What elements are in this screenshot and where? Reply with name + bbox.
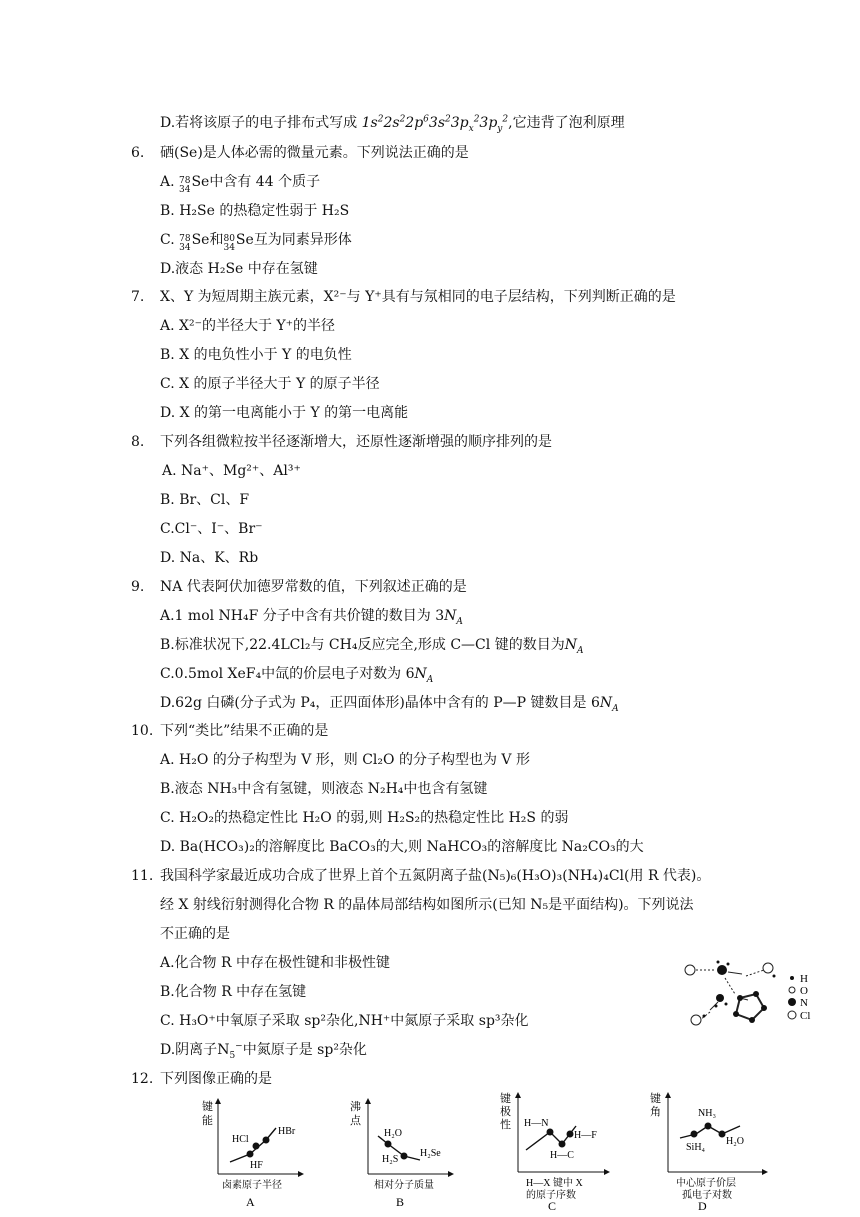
svg-text:能: 能 [202,1115,213,1127]
q7-stem: X、Y 为短周期主族元素，X²⁻与 Y⁺具有与氖相同的电子层结构，下列判断正确的是 [160,289,676,305]
svg-text:点: 点 [350,1115,361,1127]
svg-text:卤素原子半径: 卤素原子半径 [222,1180,282,1191]
q6-option-b: B. H₂Se 的热稳定性弱于 H₂S [160,203,350,219]
q7-option-a: A. X²⁻的半径大于 Y⁺的半径 [160,318,336,334]
se78-nuclide: 78 34 [179,176,191,195]
svg-text:H—C: H—C [550,1150,574,1161]
svg-text:相对分子质量: 相对分子质量 [374,1180,434,1191]
graph-b [346,1094,456,1212]
q8-option-c: C.Cl⁻、I⁻、Br⁻ [160,521,263,537]
svg-text:H₂S: H₂S [382,1154,399,1165]
svg-text:极: 极 [500,1106,511,1118]
legend-h: H [800,973,808,985]
svg-text:D: D [698,1199,707,1212]
q9-option-d: D.62g 白磷(分子式为 P₄，正四面体形)晶体中含有的 P—P 键数目是 $6N_A$ [160,695,619,714]
svg-text:HF: HF [250,1160,263,1171]
q8-option-a: A. Na⁺、Mg²⁺、Al³⁺ [162,463,301,479]
q8-option-b: B. Br、Cl、F [160,492,250,508]
q10-option-d: D. Ba(HCO₃)₂的溶解度比 BaCO₃的大,则 NaHCO₃的溶解度比 Na₂CO₃的大 [160,839,644,855]
q10-option-c: C. H₂O₂的热稳定性比 H₂O 的弱,则 H₂S₂的热稳定性比 H₂S 的弱 [160,810,569,826]
q11-stem-line2: 经 X 射线衍射测得化合物 R 的晶体局部结构如图所示(已知 N₅是平面结构)。下列说法 [160,897,694,913]
svg-text:SiH₄: SiH₄ [686,1142,706,1153]
q7-option-d: D. X 的第一电离能小于 Y 的第一电离能 [160,405,409,421]
svg-text:C: C [548,1199,557,1212]
svg-text:性: 性 [500,1119,511,1131]
q9-option-c: C.0.5mol XeF₄中氙的价层电子对数为 $6N_A$ [160,666,434,685]
svg-text:H—X 键中 X: H—X 键中 X [526,1178,583,1189]
svg-text:中心原子价层: 中心原子价层 [676,1178,736,1189]
q7-option-c: C. X 的原子半径大于 Y 的原子半径 [160,376,380,392]
svg-text:H₂O: H₂O [726,1136,744,1147]
legend-cl: Cl [800,1010,811,1022]
crystal-structure-figure [680,958,820,1032]
q11-option-b: B.化合物 R 中存在氢键 [160,984,307,1000]
svg-text:H₂Se: H₂Se [420,1148,441,1159]
svg-text:键: 键 [650,1093,661,1105]
q5-option-d [160,113,625,133]
q11-option-c: C. H₃O⁺中氧原子采取 sp²杂化,NH⁺中氮原子采取 sp³杂化 [160,1013,529,1029]
svg-text:NH₃: NH₃ [698,1108,716,1119]
svg-text:H₂O: H₂O [384,1128,402,1139]
svg-text:沸: 沸 [350,1101,361,1113]
question-number-10: 10. [131,723,154,739]
q6-option-a: A. 78 34Se中含有 44 个质子 [160,174,321,195]
q9-option-a: A.1 mol NH₄F 分子中含有共价键的数目为 $3N_A$ [160,608,463,627]
question-number-8: 8. [131,434,145,450]
q7-option-b: B. X 的电负性小于 Y 的电负性 [160,347,352,363]
q6-option-c: C. 78 34Se和80 34Se互为同素异形体 [160,232,352,253]
svg-text:B: B [396,1195,405,1209]
graph-d [646,1088,776,1212]
question-number-11: 11. [131,868,154,884]
q11-option-d: D.阴离子$N_5^-$中氮原子是 sp²杂化 [160,1041,367,1061]
svg-text:H—F: H—F [574,1130,597,1141]
svg-text:H—N: H—N [524,1118,549,1129]
q11-option-a: A.化合物 R 中存在极性键和非极性键 [160,955,391,971]
svg-text:孤电子对数: 孤电子对数 [682,1190,732,1201]
q10-stem: 下列“类比”结果不正确的是 [160,723,329,739]
q9-stem: NA 代表阿伏加德罗常数的值，下列叙述正确的是 [160,579,467,595]
electron-config-formula: $1s^22s^22p^63s^23p_x^23p_y^2$ [361,114,509,134]
graph-a [196,1094,306,1212]
q9-option-b: B.标准状况下,22.4LCl₂与 CH₄反应完全,形成 C—Cl 键的数目为$N_A$ [160,637,584,656]
question-number-9: 9. [131,579,145,595]
svg-text:角: 角 [650,1106,661,1118]
svg-text:HCl: HCl [232,1134,249,1145]
q8-stem: 下列各组微粒按半径逐渐增大，还原性逐渐增强的顺序排列的是 [160,434,552,450]
svg-text:A: A [246,1195,255,1209]
legend-o: O [800,985,808,997]
svg-text:的原子序数: 的原子序数 [526,1190,576,1201]
q8-option-d: D. Na、K、Rb [160,550,259,566]
svg-text:HBr: HBr [278,1126,296,1137]
q10-option-b: B.液态 NH₃中含有氢键，则液态 N₂H₄中也含有氢键 [160,781,488,797]
question-number-7: 7. [131,289,145,305]
q10-option-a: A. H₂O 的分子构型为 V 形，则 Cl₂O 的分子构型也为 V 形 [160,752,530,768]
q12-stem: 下列图像正确的是 [160,1071,272,1087]
svg-text:键: 键 [500,1093,511,1105]
q6-option-d: D.液态 H₂Se 中存在氢键 [160,261,318,277]
q5-option-d-pre: D.若将该原子的电子排布式写成 [160,115,362,131]
question-number-6: 6. [131,145,145,161]
q11-stem-line1: 我国科学家最近成功合成了世界上首个五氮阴离子盐(N₅)₆(H₃O)₃(NH₄)₄Cl(用 R 代表)。 [160,868,711,884]
q11-stem-line3: 不正确的是 [160,926,230,942]
legend-n: N [800,997,808,1009]
svg-text:键: 键 [202,1101,213,1113]
q5-option-d-post: ,它违背了泡利原理 [508,115,625,131]
graph-c [496,1088,616,1212]
q6-stem: 硒(Se)是人体必需的微量元素。下列说法正确的是 [160,145,469,161]
question-number-12: 12. [131,1071,154,1087]
